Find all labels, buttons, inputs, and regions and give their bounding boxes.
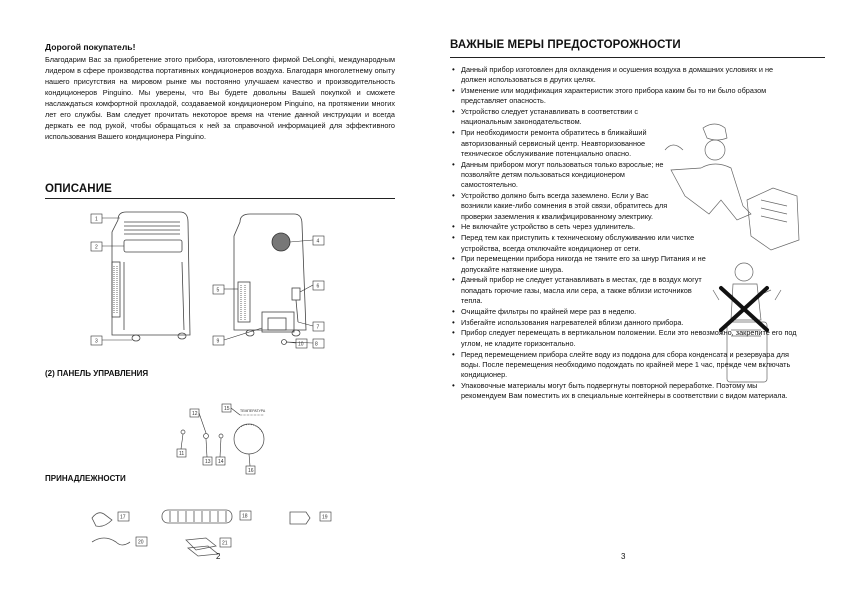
- precaution-item: • Упаковочные материалы могут быть подвергнуты повторной переработке. Поэтому мы рекомендуем Вам поместить их в специальные контейнеры в соответствии с видом материала.: [452, 381, 800, 402]
- accessories-heading: ПРИНАДЛЕЖНОСТИ: [45, 474, 126, 483]
- back-label-8: 8: [315, 341, 318, 348]
- precaution-item: • Данным прибором могут пользоваться только взрослые; не позволяйте детям пользоваться кондиционером самостоятельно.: [452, 160, 677, 191]
- greeting-title: Дорогой покупатель!: [45, 42, 136, 52]
- panel-label-11: 11: [179, 451, 185, 457]
- precaution-item: • Устройство следует устанавливать в соответствии с национальным законодательством.: [452, 107, 677, 128]
- precaution-item: • Очищайте фильтры по крайней мере раз в неделю.: [452, 307, 709, 317]
- page-number-left: 2: [216, 552, 221, 561]
- front-label-2: 2: [95, 244, 98, 251]
- back-label-7: 7: [316, 324, 320, 331]
- back-label-9: 9: [216, 338, 220, 345]
- right-page: [421, 0, 842, 595]
- back-label-10: 10: [298, 341, 304, 348]
- precaution-item: • Прибор следует перемещать в вертикальном положении. Если это невозможно, закрепите его под углом, не кладите горизонтально.: [452, 328, 800, 349]
- back-label-6: 6: [316, 283, 320, 290]
- page-number-right: 3: [621, 552, 626, 561]
- precaution-item: • При перемещении прибора никогда не тяните его за шнур Питания и не допускайте натяжение шнура.: [452, 254, 709, 275]
- back-unit-illustration: [234, 214, 306, 345]
- back-label-4: 4: [316, 238, 320, 245]
- precaution-item: • Не включайте устройство в сеть через удлинитель.: [452, 222, 677, 232]
- panel-label-13: 13: [205, 459, 211, 465]
- precaution-item: • Данный прибор изготовлен для охлаждения и осушения воздуха в домашних условиях и не должен использоваться в других целях.: [452, 65, 800, 86]
- accessory-label-19: 19: [322, 514, 328, 521]
- accessory-label-20: 20: [138, 539, 144, 546]
- precaution-item: • Избегайте использования нагревателей вблизи данного прибора.: [452, 318, 709, 328]
- back-label-5: 5: [216, 287, 220, 294]
- panel-label-14: 14: [218, 459, 224, 465]
- precaution-item: • Перед перемещением прибора слейте воду из поддона для сбора конденсата и резервуара для воды. После перемещения необходимо подождать по крайней мере 1 час, прежде чем включать кондиционер.: [452, 350, 800, 381]
- back-labels: [213, 236, 324, 348]
- precaution-item: • Перед тем как приступить к техническому обслуживанию или чистке устройства, всегда отключайте кондиционер от сети.: [452, 233, 709, 254]
- panel-label-15: 15: [224, 406, 230, 412]
- panel-temperature-legend: ТЕМПЕРАТУРА: [240, 409, 266, 413]
- panel-label-12: 12: [192, 411, 198, 417]
- precaution-item: • Данный прибор не следует устанавливать в местах, где в воздух могут попадать горючие газы, масла или сера, а также вблизи источников тепла.: [452, 275, 709, 306]
- control-panel-heading: (2) ПАНЕЛЬ УПРАВЛЕНИЯ: [45, 369, 149, 378]
- precautions-list: [452, 65, 800, 402]
- control-panel-illustration: [181, 415, 264, 454]
- precautions-heading: ВАЖНЫЕ МЕРЫ ПРЕДОСТОРОЖНОСТИ: [450, 39, 681, 51]
- accessory-label-17: 17: [120, 514, 126, 521]
- front-label-1: 1: [95, 216, 98, 223]
- front-label-3: 3: [95, 338, 98, 345]
- front-unit-illustration: [112, 212, 190, 341]
- panel-label-16: 16: [248, 468, 254, 474]
- description-heading: ОПИСАНИЕ: [45, 183, 112, 195]
- intro-paragraph: Благодарим Вас за приобретение этого прибора, изготовленного фирмой DeLonghi, международным лидером в сфере производства портативных кондиционеров воздуха. Благодаря многолетнему опыту нашего присутствия на мировом рынке мы постоянно улучшаем качество и производительность кондиционеров Pinguino. Мы уверены, что Вы будете довольны Вашей покупкой и сможете наслаждаться комфортной прохладой, создаваемой кондиционером Pinguino, на протяжении многих лет его службы. Вам следует прочитать некоторое время на чтение данной инструкции и всегда держать ее под рукой, чтобы обращаться к ней за справочной информацией для эффективного использования Вашего кондиционера Pinguino.: [45, 55, 395, 141]
- accessory-label-18: 18: [242, 513, 248, 520]
- precaution-item: • Изменение или модификация характеристик этого прибора каким бы то ни было образом представляет опасность.: [452, 86, 800, 107]
- accessory-label-21: 21: [222, 540, 228, 547]
- precaution-item: • При необходимости ремонта обратитесь в ближайший авторизованный сервисный центр. Неавторизованное техническое обслуживание потенциально опасно.: [452, 128, 677, 159]
- panel-labels: [177, 404, 255, 474]
- precaution-item: • Устройство должно быть всегда заземлено. Если у Вас возникли какие-либо сомнения в этой связи, обратитесь для проверки заземления к квалифицированному электрику.: [452, 191, 677, 222]
